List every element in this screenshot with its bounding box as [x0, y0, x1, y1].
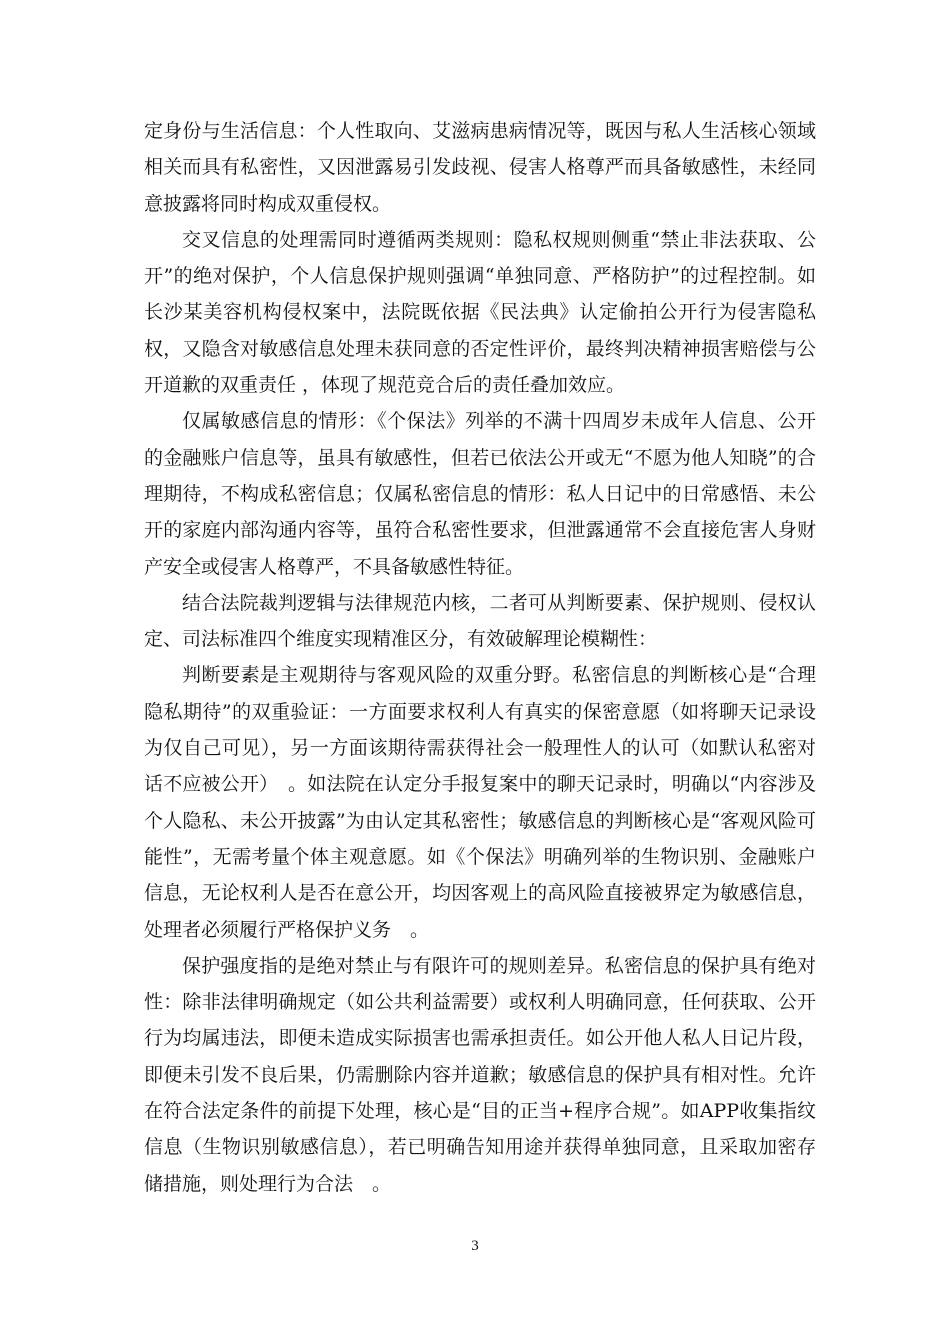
- paragraph-sensitive-only-cases: 仅属敏感信息的情形：《个保法》列举的不满十四周岁未成年人信息、公开的金融账户信息等，虽具有敏感性，但若已依法公开或无“不愿为他人知晓”的合理期待，不构成私密信息；仅属私密信息的情形：私人日记中的日常感悟、未公开的家庭内部沟通内容等，虽符合私密性要求，但泄露通常不会直接危害人身财产安全或侵害人格尊严，不具备敏感性特征。: [144, 410, 816, 578]
- paragraph-four-dimensions: 结合法院裁判逻辑与法律规范内核，二者可从判断要素、保护规则、侵权认定、司法标准四个维度实现精准区分，有效破解理论模糊性：: [144, 591, 816, 651]
- paragraph-continued: 定身份与生活信息：个人性取向、艾滋病患病情况等，既因与私人生活核心领域相关而具有私密性，又因泄露易引发歧视、侵害人格尊严而具备敏感性，未经同意披露将同时构成双重侵权。: [144, 120, 816, 215]
- paragraph-cross-information-rules: 交叉信息的处理需同时遵循两类规则：隐私权规则侧重“禁止非法获取、公开”的绝对保护，个人信息保护规则强调“单独同意、严格防护”的过程控制。如长沙某美容机构侵权案中，法院既依据《民法典》认定偷拍公开行为侵害隐私权，又隐含对敏感信息处理未获同意的否定性评价，最终判决精神损害赔偿与公开道歉的双重责任 ，体现了规范竞合后的责任叠加效应。: [144, 228, 816, 397]
- paragraph-protection-strength: 保护强度指的是绝对禁止与有限许可的规则差异。私密信息的保护具有绝对性：除非法律明确规定（如公共利益需要）或权利人明确同意，任何获取、公开行为均属违法，即便未造成实际损害也需承担责任。如公开他人私人日记片段，即便未引发不良后果，仍需删除内容并道歉；敏感信息的保护具有相对性。允许在符合法定条件的前提下处理，核心是“目的正当+程序合规”。如APP收集指纹信息（生物识别敏感信息），若已明确告知用途并获得单独同意，且采取加密存储措施，则处理行为合法 。: [144, 954, 816, 1195]
- page-number: 3: [471, 1238, 479, 1254]
- body-text: [144, 113, 816, 1202]
- paragraph-judgment-elements: 判断要素是主观期待与客观风险的双重分野。私密信息的判断核心是“合理隐私期待”的双重验证：一方面要求权利人有真实的保密意愿（如将聊天记录设为仅自己可见），另一方面该期待需获得社会一般理性人的认可（如默认私密对话不应被公开） 。如法院在认定分手报复案中的聊天记录时，明确以“内容涉及个人隐私、未公开披露”为由认定其私密性；敏感信息的判断核心是“客观风险可能性”，无需考量个体主观意愿。如《个保法》明确列举的生物识别、金融账户信息，无论权利人是否在意公开，均因客观上的高风险直接被界定为敏感信息，处理者必须履行严格保护义务 。: [144, 664, 816, 941]
